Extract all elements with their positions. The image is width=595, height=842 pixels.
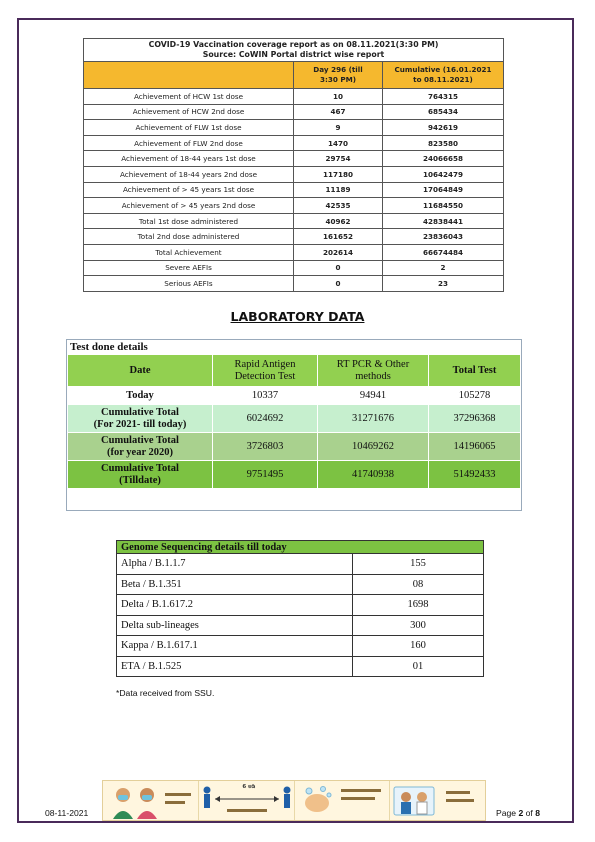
vaccination-icon bbox=[390, 781, 485, 820]
page-prefix: Page bbox=[496, 808, 519, 818]
vax-row-cumulative: 42838441 bbox=[383, 213, 504, 229]
vax-row-day: 0 bbox=[294, 276, 383, 292]
table-row bbox=[84, 198, 504, 214]
vaccination-header-row bbox=[84, 62, 504, 89]
genome-variant-count: 08 bbox=[353, 574, 484, 595]
genome-variant-name: Beta / B.1.351 bbox=[117, 574, 353, 595]
table-row bbox=[117, 554, 484, 575]
vax-row-cumulative: 2 bbox=[383, 260, 504, 276]
vax-row-label: Achievement of FLW 2nd dose bbox=[84, 135, 294, 151]
lab-table bbox=[67, 354, 521, 489]
genome-variant-name: Delta sub-lineages bbox=[117, 615, 353, 636]
lab-row-rat: 9751495 bbox=[213, 461, 318, 489]
vax-row-label: Serious AEFIs bbox=[84, 276, 294, 292]
lab-caption: Test done details bbox=[70, 341, 148, 353]
table-row bbox=[84, 229, 504, 245]
vax-row-cumulative: 66674484 bbox=[383, 244, 504, 260]
table-row bbox=[84, 244, 504, 260]
vax-row-cumulative: 764315 bbox=[383, 89, 504, 105]
genome-variant-count: 155 bbox=[353, 554, 484, 575]
table-row bbox=[68, 433, 521, 461]
page-total: 8 bbox=[535, 808, 540, 818]
header-day-line1: Day 296 (till bbox=[313, 65, 363, 74]
vax-row-cumulative: 24066658 bbox=[383, 151, 504, 167]
table-row bbox=[84, 151, 504, 167]
vax-row-label: Severe AEFIs bbox=[84, 260, 294, 276]
lab-header-rtpcr-line1: RT PCR & Other bbox=[336, 358, 410, 370]
banner-distance-label: 6 ಅಡಿ bbox=[242, 784, 256, 790]
vaccination-title-line1: COVID-19 Vaccination coverage report as on 08.11.2021(3:30 PM) bbox=[148, 40, 439, 49]
vax-row-day: 40962 bbox=[294, 213, 383, 229]
genome-variant-count: 1698 bbox=[353, 595, 484, 616]
genome-variant-name: Delta / B.1.617.2 bbox=[117, 595, 353, 616]
lab-row-label-line: (For 2021- till today) bbox=[93, 418, 187, 430]
genome-table bbox=[116, 540, 484, 677]
lab-header-date: Date bbox=[68, 355, 213, 387]
vax-row-day: 202614 bbox=[294, 244, 383, 260]
header-cum-line1: Cumulative (16.01.2021 bbox=[394, 65, 492, 74]
vaccination-table-container bbox=[83, 38, 504, 292]
vaccination-header-day bbox=[294, 62, 383, 89]
lab-row-label-line: Cumulative Total bbox=[101, 406, 179, 418]
vax-row-label: Achievement of > 45 years 1st dose bbox=[84, 182, 294, 198]
table-row bbox=[84, 104, 504, 120]
lab-header-total: Total Test bbox=[429, 355, 521, 387]
lab-row-label bbox=[68, 433, 213, 461]
vaccination-body bbox=[84, 89, 504, 292]
table-row bbox=[68, 461, 521, 489]
vax-row-day: 10 bbox=[294, 89, 383, 105]
vax-row-cumulative: 17064849 bbox=[383, 182, 504, 198]
vax-row-cumulative: 10642479 bbox=[383, 166, 504, 182]
vax-row-cumulative: 823580 bbox=[383, 135, 504, 151]
vax-row-label: Achievement of FLW 1st dose bbox=[84, 120, 294, 136]
lab-row-rtpcr: 41740938 bbox=[318, 461, 429, 489]
vax-row-label: Total 2nd dose administered bbox=[84, 229, 294, 245]
vax-row-day: 467 bbox=[294, 104, 383, 120]
lab-row-label-line: Today bbox=[126, 389, 154, 401]
vax-row-day: 117180 bbox=[294, 166, 383, 182]
vax-row-day: 0 bbox=[294, 260, 383, 276]
genome-variant-count: 01 bbox=[353, 656, 484, 677]
header-cum-line2: to 08.11.2021) bbox=[413, 75, 473, 84]
table-row bbox=[84, 213, 504, 229]
page-of: of bbox=[523, 808, 536, 818]
lab-row-label-line: Cumulative Total bbox=[101, 462, 179, 474]
lab-header-rat-line2: Detection Test bbox=[234, 370, 296, 382]
vax-row-cumulative: 11684550 bbox=[383, 198, 504, 214]
lab-table-container bbox=[66, 339, 522, 511]
table-row bbox=[68, 405, 521, 433]
lab-row-label bbox=[68, 387, 213, 405]
lab-body bbox=[68, 387, 521, 489]
table-row bbox=[117, 615, 484, 636]
genome-header-row bbox=[117, 541, 484, 554]
genome-variant-name: Alpha / B.1.1.7 bbox=[117, 554, 353, 575]
vax-row-label: Achievement of HCW 1st dose bbox=[84, 89, 294, 105]
lab-header-rtpcr-line2: methods bbox=[355, 370, 391, 382]
vax-row-day: 1470 bbox=[294, 135, 383, 151]
vax-row-day: 11189 bbox=[294, 182, 383, 198]
table-row bbox=[84, 89, 504, 105]
vax-row-label: Achievement of 18-44 years 1st dose bbox=[84, 151, 294, 167]
laboratory-data-heading: LABORATORY DATA bbox=[230, 309, 365, 324]
lab-row-label bbox=[68, 461, 213, 489]
lab-row-label-line: Cumulative Total bbox=[101, 434, 179, 446]
genome-body bbox=[117, 554, 484, 677]
header-day-line2: 3:30 PM) bbox=[319, 75, 357, 84]
lab-row-rtpcr: 94941 bbox=[318, 387, 429, 405]
vax-row-day: 42535 bbox=[294, 198, 383, 214]
genome-variant-name: Kappa / B.1.617.1 bbox=[117, 636, 353, 657]
lab-row-rat: 3726803 bbox=[213, 433, 318, 461]
vax-row-cumulative: 23836043 bbox=[383, 229, 504, 245]
lab-row-total: 105278 bbox=[429, 387, 521, 405]
table-row bbox=[84, 120, 504, 136]
footer-page-number bbox=[496, 808, 540, 818]
vax-row-day: 9 bbox=[294, 120, 383, 136]
table-row bbox=[84, 166, 504, 182]
table-row bbox=[84, 182, 504, 198]
table-row bbox=[117, 656, 484, 677]
lab-row-rat: 10337 bbox=[213, 387, 318, 405]
vax-row-day: 29754 bbox=[294, 151, 383, 167]
genome-variant-count: 300 bbox=[353, 615, 484, 636]
vaccination-title-row bbox=[84, 39, 504, 62]
vax-row-label: Achievement of HCW 2nd dose bbox=[84, 104, 294, 120]
lab-row-label-line: (for year 2020) bbox=[106, 446, 174, 458]
table-row bbox=[68, 387, 521, 405]
vax-row-cumulative: 942619 bbox=[383, 120, 504, 136]
table-row bbox=[117, 636, 484, 657]
covid-awareness-banner bbox=[102, 780, 486, 821]
table-row bbox=[117, 595, 484, 616]
lab-row-rtpcr: 31271676 bbox=[318, 405, 429, 433]
lab-row-label-line: (Tilldate) bbox=[119, 474, 161, 486]
lab-row-total: 51492433 bbox=[429, 461, 521, 489]
lab-header-rtpcr bbox=[318, 355, 429, 387]
vaccination-title bbox=[84, 39, 504, 62]
genome-title: Genome Sequencing details till today bbox=[117, 541, 484, 554]
page-current: 2 bbox=[518, 808, 524, 818]
lab-row-rtpcr: 10469262 bbox=[318, 433, 429, 461]
vax-row-label: Total 1st dose administered bbox=[84, 213, 294, 229]
lab-row-label bbox=[68, 405, 213, 433]
vax-row-label: Achievement of > 45 years 2nd dose bbox=[84, 198, 294, 214]
data-source-note: *Data received from SSU. bbox=[116, 688, 215, 698]
footer-date: 08-11-2021 bbox=[45, 808, 89, 818]
genome-variant-count: 160 bbox=[353, 636, 484, 657]
social-distance-icon bbox=[199, 781, 295, 820]
lab-row-total: 14196065 bbox=[429, 433, 521, 461]
vax-row-label: Total Achievement bbox=[84, 244, 294, 260]
lab-header-row bbox=[68, 355, 521, 387]
vaccination-source-line: Source: CoWIN Portal district wise report bbox=[202, 50, 385, 59]
vax-row-cumulative: 23 bbox=[383, 276, 504, 292]
vax-row-label: Achievement of 18-44 years 2nd dose bbox=[84, 166, 294, 182]
mask-people-icon bbox=[103, 781, 199, 820]
vaccination-header-label bbox=[84, 62, 294, 89]
vax-row-day: 161652 bbox=[294, 229, 383, 245]
lab-row-rat: 6024692 bbox=[213, 405, 318, 433]
table-row bbox=[84, 260, 504, 276]
table-row bbox=[84, 135, 504, 151]
vax-row-cumulative: 685434 bbox=[383, 104, 504, 120]
table-row bbox=[84, 276, 504, 292]
hand-wash-icon bbox=[295, 781, 391, 820]
genome-variant-name: ETA / B.1.525 bbox=[117, 656, 353, 677]
lab-header-rat-line1: Rapid Antigen bbox=[234, 358, 296, 370]
vaccination-table bbox=[83, 38, 504, 292]
lab-header-rat bbox=[213, 355, 318, 387]
vaccination-header-cumulative bbox=[383, 62, 504, 89]
table-row bbox=[117, 574, 484, 595]
lab-row-total: 37296368 bbox=[429, 405, 521, 433]
